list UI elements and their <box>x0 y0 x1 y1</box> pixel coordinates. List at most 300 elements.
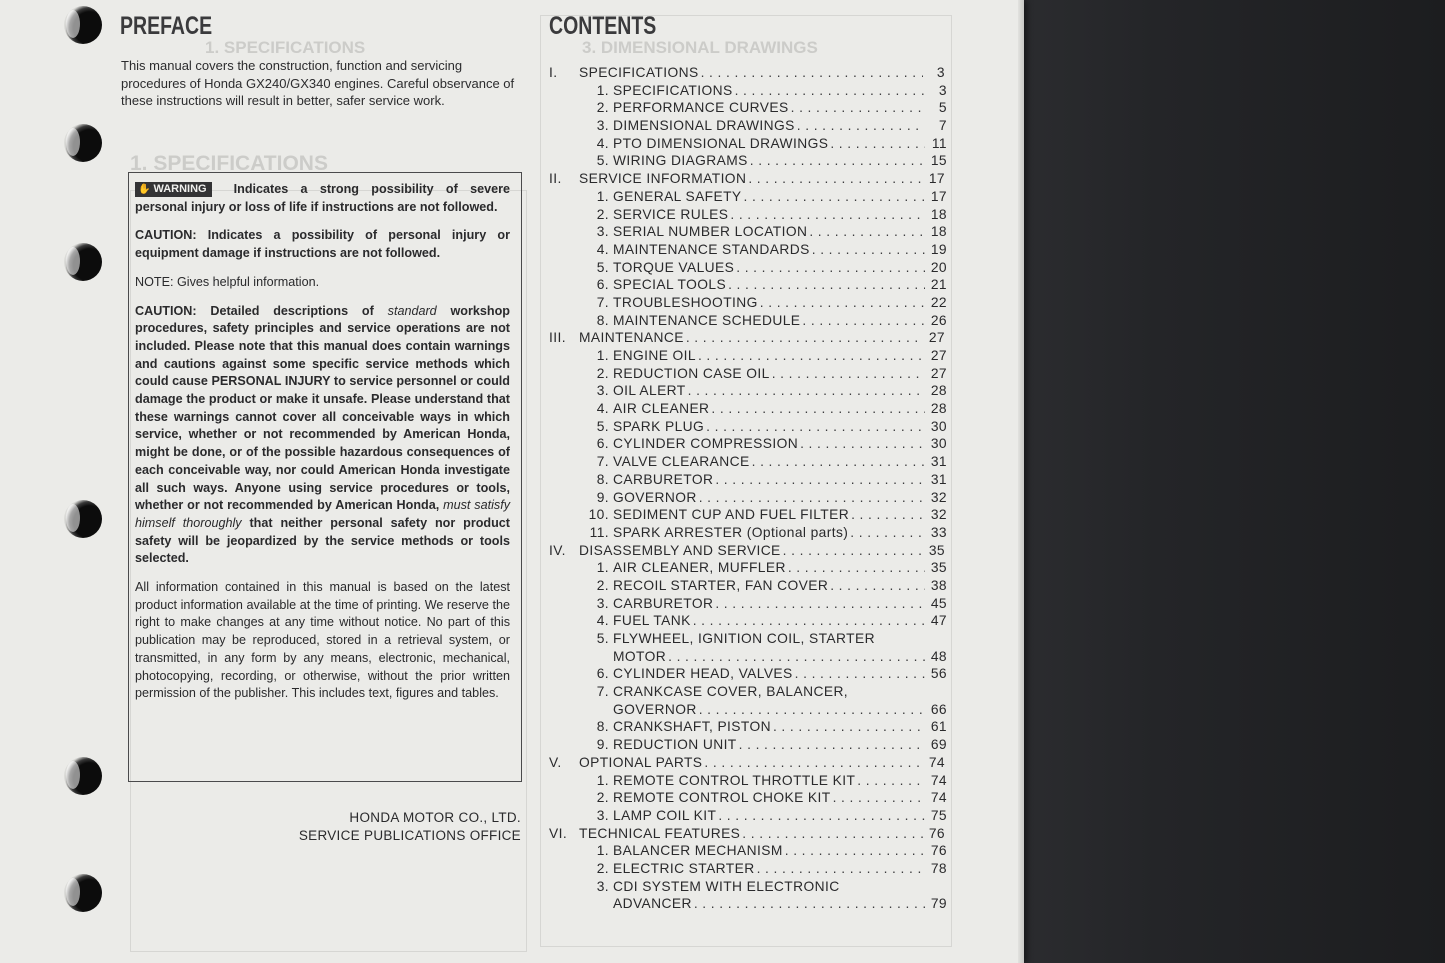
toc-leader-dots <box>711 400 925 418</box>
toc-row <box>549 754 947 772</box>
show-through-text: 1. SPECIFICATIONS <box>205 38 366 57</box>
toc-number: 2. <box>596 206 609 222</box>
toc-row <box>587 99 947 117</box>
toc-number: 2. <box>596 790 609 806</box>
toc-leader-dots <box>730 206 925 224</box>
toc-leader-dots <box>704 754 923 772</box>
note-paragraph: NOTE: Gives helpful information. <box>135 274 320 289</box>
toc-entry <box>549 489 947 507</box>
toc-page-number: 33 <box>930 524 947 540</box>
toc-number: V. <box>549 754 562 770</box>
toc-number: 11. <box>589 524 609 540</box>
toc-number: 8. <box>596 719 609 735</box>
toc-number: II. <box>549 171 562 187</box>
toc-number: 1. <box>596 772 609 788</box>
toc-entry <box>549 365 947 383</box>
toc-leader-dots <box>850 524 925 542</box>
toc-title: TECHNICAL FEATURES <box>579 825 741 841</box>
toc-page-number: 21 <box>930 277 947 293</box>
toc-row <box>587 789 947 807</box>
toc-page-number: 26 <box>930 312 947 328</box>
toc-number: IV. <box>549 542 566 558</box>
toc-leader-dots <box>772 365 925 383</box>
caution-detail-text: workshop procedures, safety principles and service operations are not included. Please note that this manual does contain warnings and cautions against some specific service methods which could cause PERSONAL INJURY to service personnel or could damage the product or make it unsafe. Please understand that these warnings cannot cover all conceivable ways in which service, whether or not recommended by American Honda, might be done, or of the possible hazardous consequences of each conceivable way, nor could American Honda investigate all such ways. Anyone using service procedures or tools, whether or not recommended by American Honda, <box>135 303 510 513</box>
toc-leader-dots <box>693 612 925 630</box>
toc-number: 7. <box>596 684 609 700</box>
toc-page-number: 20 <box>930 259 947 275</box>
toc-title: REDUCTION UNIT <box>613 737 737 753</box>
binder-hole <box>64 124 102 162</box>
toc-title: SPECIAL TOOLS <box>613 277 727 293</box>
toc-number: 3. <box>596 383 609 399</box>
toc-entry <box>549 135 947 153</box>
toc-section <box>549 542 947 560</box>
toc-title: GOVERNOR <box>613 489 697 505</box>
toc-row <box>587 276 947 294</box>
toc-number: 1. <box>596 560 609 576</box>
toc-number: 9. <box>596 737 609 753</box>
toc-page-number: 17 <box>928 171 945 187</box>
warning-badge <box>135 182 212 197</box>
toc-row <box>587 471 947 489</box>
toc-entry <box>549 418 947 436</box>
toc-row <box>587 453 947 471</box>
toc-number: 6. <box>596 666 609 682</box>
caution-detail-text: CAUTION: Detailed descriptions of <box>135 303 388 318</box>
toc-page-number: 15 <box>930 153 947 169</box>
toc-leader-dots <box>830 577 925 595</box>
toc-number: III. <box>549 330 566 346</box>
toc-leader-dots <box>748 170 923 188</box>
toc-leader-dots <box>668 648 925 666</box>
toc-page-number: 31 <box>930 471 947 487</box>
toc-page-number: 76 <box>930 843 947 859</box>
toc-row <box>549 170 947 188</box>
toc-row <box>587 382 947 400</box>
toc-row <box>613 895 947 913</box>
toc-number: 4. <box>596 241 609 257</box>
toc-number: 2. <box>596 365 609 381</box>
toc-leader-dots <box>701 64 923 82</box>
toc-number: 3. <box>596 118 609 134</box>
toc-number: 6. <box>596 436 609 452</box>
toc-section <box>549 170 947 188</box>
toc-title: DIMENSIONAL DRAWINGS <box>613 118 795 134</box>
toc-title: VALVE CLEARANCE <box>613 454 750 470</box>
toc-number: 4. <box>596 613 609 629</box>
toc-entry <box>549 842 947 860</box>
toc-entry <box>549 152 947 170</box>
toc-page-number: 27 <box>930 348 947 363</box>
toc-row <box>587 188 947 206</box>
toc-row <box>549 64 947 82</box>
toc-leader-dots <box>686 329 923 347</box>
toc-title: SPARK ARRESTER (Optional parts) <box>613 524 849 540</box>
show-through-text: 1. SPECIFICATIONS <box>130 152 328 175</box>
toc-leader-dots <box>760 294 925 312</box>
toc-page-number: 35 <box>930 560 947 576</box>
toc-page-number: 74 <box>930 790 947 806</box>
toc-leader-dots <box>812 241 925 259</box>
toc-page-number: 78 <box>930 860 947 876</box>
show-through-text: 3. DIMENSIONAL DRAWINGS <box>582 38 818 57</box>
toc-entry <box>549 453 947 471</box>
toc-leader-dots <box>706 418 925 436</box>
caution-paragraph: CAUTION: Indicates a possibility of personal injury or equipment damage if instructions are not followed. <box>135 228 510 261</box>
preface-intro: This manual covers the construction, function and servicing procedures of Honda GX240/GX340 engines. Careful observance of these instructions will result in better, safer service work. <box>121 58 515 109</box>
toc-leader-dots <box>736 259 925 277</box>
toc-entry <box>549 789 947 807</box>
toc-row <box>587 418 947 436</box>
toc-entry <box>549 117 947 135</box>
toc-entry <box>549 577 947 595</box>
toc-leader-dots <box>699 489 925 507</box>
toc-row <box>587 489 947 507</box>
toc-row <box>587 860 947 878</box>
toc-page-number: 22 <box>930 294 947 310</box>
toc-entry <box>549 223 947 241</box>
toc-row <box>549 329 947 347</box>
toc-title: CRANKSHAFT, PISTON <box>613 719 771 735</box>
toc-number: 3. <box>596 807 609 823</box>
toc-page-number: 30 <box>930 436 947 452</box>
toc-row <box>587 117 947 135</box>
toc-row <box>587 223 947 241</box>
toc-entry <box>549 683 947 701</box>
toc-entry <box>549 630 947 648</box>
toc-entry <box>549 612 947 630</box>
toc-leader-dots <box>830 135 925 153</box>
preface-heading: PREFACE <box>120 12 213 40</box>
toc-section <box>549 64 947 82</box>
toc-page-number: 17 <box>930 188 947 204</box>
toc-entry <box>549 878 947 896</box>
toc-number: 3. <box>596 878 609 894</box>
toc-title: TORQUE VALUES <box>613 259 735 275</box>
toc-entry <box>549 471 947 489</box>
toc-row <box>587 294 947 312</box>
toc-title: TROUBLESHOOTING <box>613 294 758 310</box>
toc-number: VI. <box>549 825 568 841</box>
toc-number: 5. <box>596 418 609 434</box>
toc-title: MAINTENANCE STANDARDS <box>613 241 810 257</box>
binder-hole <box>64 243 102 281</box>
toc-row <box>587 365 947 383</box>
toc-number: 2. <box>596 577 609 593</box>
warning-text: Indicates a strong possibility of severe personal injury or loss of life if instructions are not followed. <box>135 182 510 214</box>
toc-row <box>587 842 947 860</box>
toc-entry <box>549 188 947 206</box>
toc-number: 1. <box>596 82 609 98</box>
binder-hole <box>64 757 102 795</box>
toc-entry <box>549 595 947 613</box>
toc-entry-continued <box>549 648 947 666</box>
toc-leader-dots <box>752 453 925 471</box>
toc-page-number: 74 <box>930 772 947 788</box>
toc-row <box>587 135 947 153</box>
toc-title: GENERAL SAFETY <box>613 188 742 204</box>
toc-title: OPTIONAL PARTS <box>579 754 703 770</box>
toc-row <box>587 347 947 365</box>
toc-row <box>587 878 947 896</box>
toc-page-number: 69 <box>930 737 947 753</box>
toc-page-number: 74 <box>928 754 945 770</box>
toc-page-number: 5 <box>938 100 947 116</box>
toc-title: MAINTENANCE SCHEDULE <box>613 312 801 328</box>
toc-row <box>587 595 947 613</box>
toc-title: PERFORMANCE CURVES <box>613 100 789 116</box>
toc-row <box>587 612 947 630</box>
contents-heading: CONTENTS <box>549 12 657 40</box>
toc-title: RECOIL STARTER, FAN COVER <box>613 577 829 593</box>
toc-number: 6. <box>596 277 609 293</box>
toc-leader-dots <box>694 895 925 913</box>
toc-leader-dots <box>718 807 925 825</box>
toc-number: 3. <box>596 595 609 611</box>
toc-entry <box>549 99 947 117</box>
toc-page-number: 27 <box>928 330 945 346</box>
toc-page-number: 35 <box>928 542 945 558</box>
toc-row <box>587 435 947 453</box>
toc-page-number: 28 <box>930 401 947 417</box>
warning-paragraph <box>135 181 510 216</box>
toc-row <box>587 152 947 170</box>
warning-badge-label: WARNING <box>153 183 207 195</box>
caution-detail-emphasis: standard <box>387 303 437 318</box>
toc-leader-dots <box>757 860 925 878</box>
publisher-office: SERVICE PUBLICATIONS OFFICE <box>298 827 521 843</box>
toc-title: AIR CLEANER, MUFFLER <box>613 560 786 576</box>
toc-row <box>587 665 947 683</box>
toc-entry <box>549 276 947 294</box>
toc-page-number: 18 <box>930 224 947 240</box>
toc-leader-dots <box>783 542 923 560</box>
toc-title: CRANKCASE COVER, BALANCER, <box>613 684 849 700</box>
toc-number: 4. <box>596 401 609 417</box>
toc-title: LAMP COIL KIT <box>613 807 717 823</box>
toc-title: SPECIFICATIONS <box>579 65 699 80</box>
toc-page-number: 7 <box>938 118 947 134</box>
caution-detail-text: that neither personal safety nor product safety will be jeopardized by the service methods or tools selected. <box>135 515 510 566</box>
toc-entry <box>549 736 947 754</box>
toc-title: CARBURETOR <box>613 595 714 611</box>
toc-row <box>549 825 947 843</box>
toc-row <box>549 542 947 560</box>
caution-detail-paragraph <box>135 303 510 569</box>
toc-entry <box>549 400 947 418</box>
toc-title: WIRING DIAGRAMS <box>613 153 748 169</box>
toc-entry <box>549 82 947 100</box>
toc-entry <box>549 382 947 400</box>
toc-section <box>549 754 947 772</box>
toc-leader-dots <box>728 276 925 294</box>
toc-row <box>587 807 947 825</box>
toc-leader-dots <box>744 188 925 206</box>
toc-number: 8. <box>596 471 609 487</box>
toc-title: OIL ALERT <box>613 383 686 399</box>
toc-leader-dots <box>785 842 925 860</box>
toc-title: SPARK PLUG <box>613 418 705 434</box>
toc-entry <box>549 241 947 259</box>
safety-notice-box <box>128 172 522 782</box>
toc-number: 2. <box>596 100 609 116</box>
toc-row <box>613 648 947 666</box>
toc-page-number: 75 <box>930 807 947 823</box>
toc-page-number: 61 <box>930 719 947 735</box>
toc-title: PTO DIMENSIONAL DRAWINGS <box>613 135 829 151</box>
toc-entry <box>549 559 947 577</box>
toc-title: REMOTE CONTROL CHOKE KIT <box>613 790 831 806</box>
binder-hole <box>64 500 102 538</box>
toc-leader-dots <box>715 595 925 613</box>
toc-title: CYLINDER HEAD, VALVES <box>613 666 793 682</box>
toc-title: CYLINDER COMPRESSION <box>613 436 799 452</box>
hand-warning-icon: ✋ <box>138 184 151 195</box>
toc-page-number: 45 <box>930 595 947 611</box>
toc-page-number: 11 <box>931 135 947 151</box>
toc-entry <box>549 807 947 825</box>
toc-entry <box>549 206 947 224</box>
toc-leader-dots <box>699 701 925 719</box>
toc-number: 2. <box>596 860 609 876</box>
toc-leader-dots <box>795 665 925 683</box>
toc-title: SERIAL NUMBER LOCATION <box>613 224 808 240</box>
toc-leader-dots <box>688 382 925 400</box>
toc-title: FLYWHEEL, IGNITION COIL, STARTER <box>613 631 875 646</box>
toc-page-number: 47 <box>930 613 947 629</box>
toc-page-number: 3 <box>936 65 945 80</box>
toc-entry <box>549 772 947 790</box>
toc-title: CDI SYSTEM WITH ELECTRONIC <box>613 878 840 894</box>
toc-number: 5. <box>596 153 609 169</box>
toc-title: BALANCER MECHANISM <box>613 843 783 859</box>
toc-leader-dots <box>800 435 925 453</box>
toc-entry <box>549 718 947 736</box>
toc-row <box>587 241 947 259</box>
toc-title: SERVICE INFORMATION <box>579 171 747 187</box>
toc-page-number: 27 <box>930 365 947 381</box>
toc-page-number: 66 <box>930 701 947 717</box>
toc-number: 4. <box>596 135 609 151</box>
toc-entry <box>549 294 947 312</box>
dark-background <box>1000 0 1445 963</box>
toc-row <box>587 559 947 577</box>
toc-row <box>587 736 947 754</box>
toc-page-number: 3 <box>938 82 947 98</box>
toc-leader-dots <box>715 471 925 489</box>
toc-leader-dots <box>742 825 923 843</box>
toc-title-continued: ADVANCER <box>613 896 692 912</box>
toc-title: SEDIMENT CUP AND FUEL FILTER <box>613 507 850 523</box>
toc-title: CARBURETOR <box>613 471 714 487</box>
binder-hole <box>64 6 102 44</box>
toc-number: I. <box>549 65 558 80</box>
toc-number: 9. <box>596 489 609 505</box>
toc-entry <box>549 665 947 683</box>
toc-title-continued: MOTOR <box>613 648 667 664</box>
toc-title: DISASSEMBLY AND SERVICE <box>579 542 781 558</box>
toc-row <box>587 630 947 648</box>
toc-entry <box>549 524 947 542</box>
toc-number: 7. <box>596 454 609 470</box>
toc-number: 5. <box>596 631 609 646</box>
toc-row <box>587 506 947 524</box>
toc-title: FUEL TANK <box>613 613 691 629</box>
toc-page-number: 38 <box>930 577 947 593</box>
toc-leader-dots <box>773 718 925 736</box>
toc-row <box>587 683 947 701</box>
toc-leader-dots <box>802 312 925 330</box>
toc-entry <box>549 506 947 524</box>
toc-number: 5. <box>596 259 609 275</box>
toc-page-number: 30 <box>930 418 947 434</box>
toc-page-number: 18 <box>930 206 947 222</box>
binder-hole <box>64 874 102 912</box>
toc-number: 8. <box>596 312 609 328</box>
toc-leader-dots <box>735 82 925 100</box>
toc-number: 3. <box>596 224 609 240</box>
toc-row <box>587 82 947 100</box>
toc-row <box>587 259 947 277</box>
toc-entry <box>549 259 947 277</box>
toc-title: SPECIFICATIONS <box>613 82 733 98</box>
toc-number: 1. <box>596 188 609 204</box>
toc-page-number: 79 <box>930 896 947 912</box>
toc-leader-dots <box>791 99 925 117</box>
toc-leader-dots <box>797 117 925 135</box>
toc-title: REDUCTION CASE OIL <box>613 365 770 381</box>
toc-page-number: 32 <box>930 507 947 523</box>
toc-leader-dots <box>788 559 925 577</box>
toc-entry <box>549 347 947 365</box>
toc-row <box>613 701 947 719</box>
toc-number: 10. <box>588 507 609 523</box>
toc-leader-dots <box>857 772 925 790</box>
toc-page-number: 32 <box>930 489 947 505</box>
toc-row <box>587 577 947 595</box>
toc-title-continued: GOVERNOR <box>613 701 697 717</box>
toc-entry-continued <box>549 701 947 719</box>
toc-page-number: 56 <box>930 666 947 682</box>
toc-number: 1. <box>596 843 609 859</box>
toc-page-number: 19 <box>930 241 947 257</box>
toc-section <box>549 825 947 843</box>
toc-leader-dots <box>833 789 925 807</box>
toc-row <box>587 206 947 224</box>
toc-row <box>587 400 947 418</box>
toc-row <box>587 524 947 542</box>
toc-row <box>587 312 947 330</box>
toc-entry <box>549 435 947 453</box>
toc-leader-dots <box>739 736 925 754</box>
toc-row <box>587 772 947 790</box>
toc-title: ELECTRIC STARTER <box>613 860 755 876</box>
table-of-contents <box>549 64 947 913</box>
toc-title: AIR CLEANER <box>613 401 710 417</box>
toc-leader-dots <box>698 347 925 365</box>
toc-page-number: 31 <box>930 454 947 470</box>
toc-title: SERVICE RULES <box>613 206 729 222</box>
caution-detail-emphasis: must satisfy himself thoroughly <box>135 498 511 530</box>
publisher-block <box>240 809 521 844</box>
toc-page-number: 48 <box>930 648 947 664</box>
toc-section <box>549 329 947 347</box>
toc-row <box>587 718 947 736</box>
toc-page-number: 76 <box>928 825 945 841</box>
toc-number: 1. <box>596 348 609 363</box>
toc-title: MAINTENANCE <box>579 330 684 346</box>
toc-entry <box>549 312 947 330</box>
